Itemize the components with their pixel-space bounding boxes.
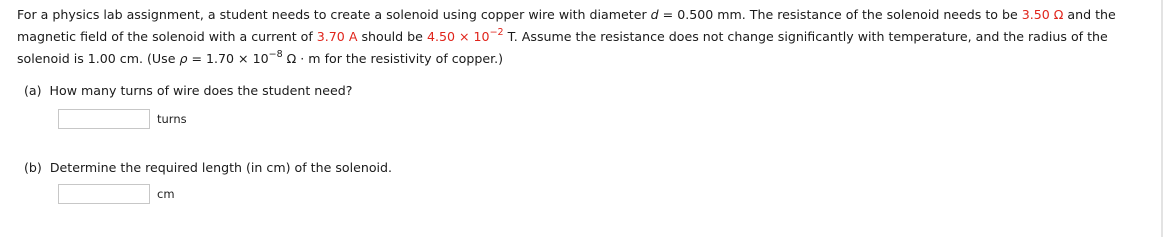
part-b-label: (b) <box>24 160 42 175</box>
part-a-answer-row <box>58 109 187 129</box>
problem-text: should be <box>357 29 427 44</box>
length-answer-input[interactable] <box>58 184 150 204</box>
magnetic-field-value <box>427 29 504 44</box>
part-a-question <box>24 83 352 98</box>
turns-answer-input[interactable] <box>58 109 150 129</box>
problem-text: For a physics lab assignment, a student needs to create a solenoid using copper wire with diameter <box>17 7 651 22</box>
problem-text: = 1.70 × 10 <box>187 51 269 66</box>
part-a-text: How many turns of wire does the student need? <box>49 83 353 98</box>
resistivity-variable: ρ <box>179 51 188 66</box>
turns-unit-label: turns <box>157 112 187 126</box>
problem-statement <box>17 4 1157 70</box>
diameter-variable: d <box>650 7 659 22</box>
current-value: 3.70 A <box>316 29 358 44</box>
length-unit-label: cm <box>157 187 175 201</box>
resistance-value: 3.50 Ω <box>1021 7 1064 22</box>
resistivity-exponent: −8 <box>268 49 283 60</box>
part-a-label: (a) <box>24 83 42 98</box>
part-b-answer-row <box>58 184 175 204</box>
part-b-text: Determine the required length (in cm) of the solenoid. <box>49 160 393 175</box>
problem-text: and the magnetic field of the solenoid with a current of <box>17 7 1116 44</box>
problem-text: T. Assume the resistance does not change significantly with temperature, and the radius of the solenoid is 1.00 cm. (Use <box>17 29 1108 66</box>
problem-text: Ω · m for the resistivity of copper.) <box>282 51 504 66</box>
field-mantissa: 4.50 × 10 <box>426 29 490 44</box>
field-exponent: −2 <box>489 27 504 38</box>
problem-text: = 0.500 mm. The resistance of the solenoid needs to be <box>658 7 1022 22</box>
part-b-question <box>24 160 392 175</box>
